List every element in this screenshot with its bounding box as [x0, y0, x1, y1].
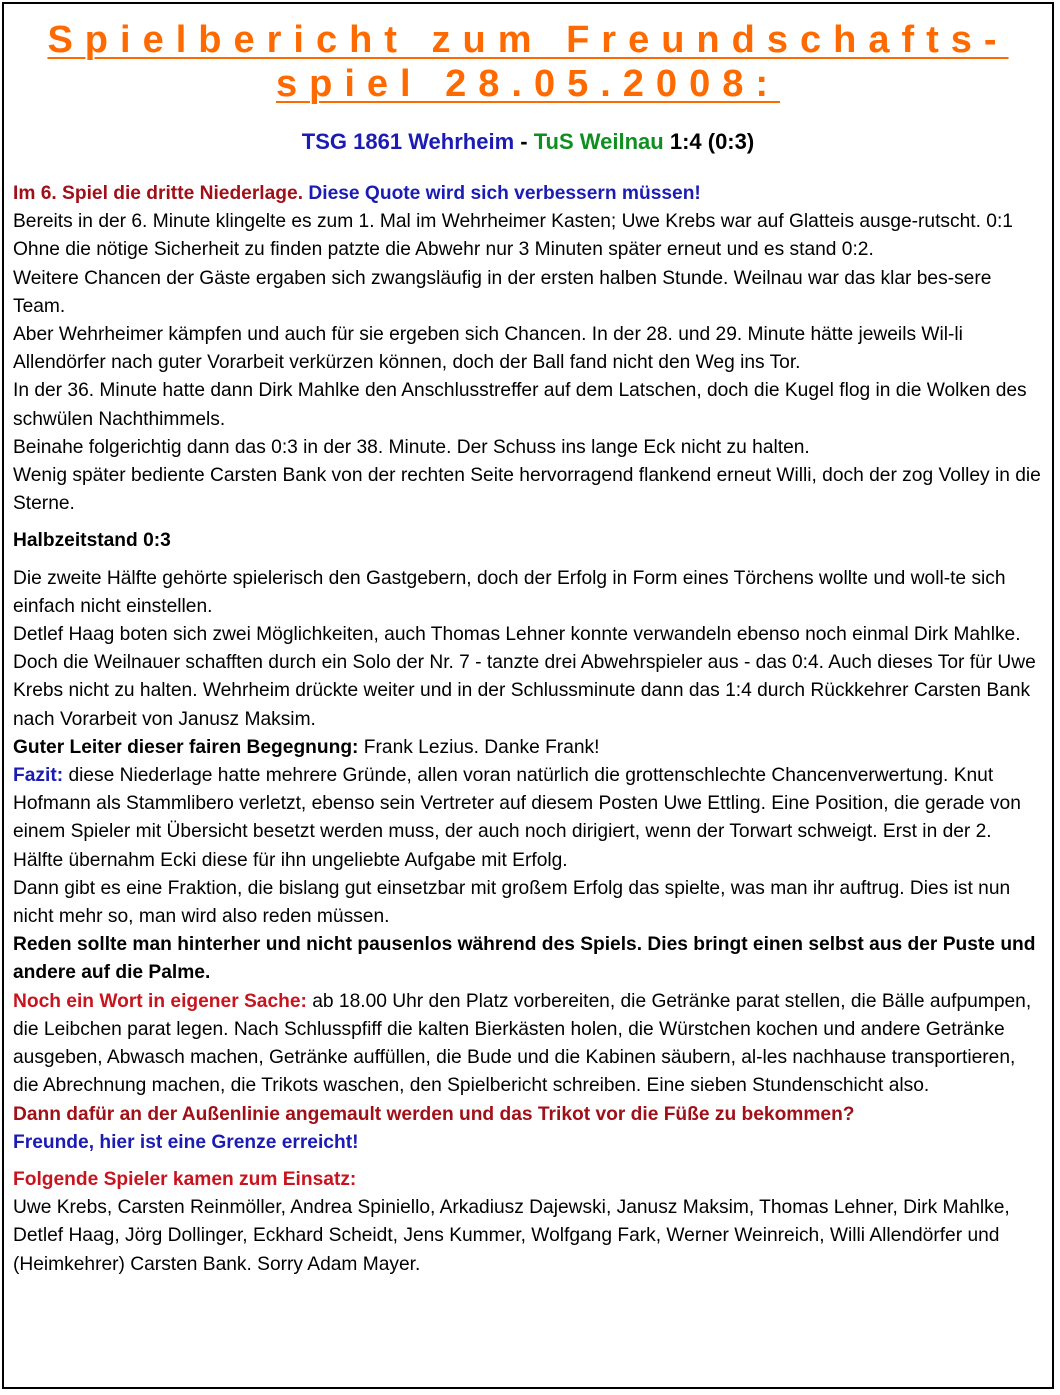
second-half-paragraph: Doch die Weilnauer schafften durch ein Solo der Nr. 7 - tanzte drei Abwehrspieler aus - das 0:4. Auch dieses Tor für Uwe Krebs nicht zu halten. Wehrheim drückte weiter und in der Schlussminute dann das 1:4 durch Rückkehrer Carsten Bank nach Vorarbeit von Janusz Maksim. [13, 652, 1036, 730]
complaint-red: Dann dafür an der Außenlinie angemault werden und das Trikot vor die Füße zu bekommen? [13, 1103, 855, 1125]
second-half-paragraph: Detlef Haag boten sich zwei Möglichkeiten, auch Thomas Lehner konnte verwandeln ebenso noch einmal Dirk Mahlke. [13, 624, 1021, 646]
fraktion-paragraph: Dann gibt es eine Fraktion, die bislang gut einsetzbar mit großem Erfolg das spielte, was man ihr auftrug. Dies ist nun nicht mehr so, man wird also reden müssen. [13, 877, 1011, 928]
players-list: Uwe Krebs, Carsten Reinmöller, Andrea Spiniello, Arkadiusz Dajewski, Janusz Maksim, Thomas Lehner, Dirk Mahlke, Detlef Haag, Jörg Dollinger, Eckhard Scheidt, Jens Kummer, Wolfgang Fark, Werner Weinreich, Willi Allendörfer und (Heimkehrer) Carsten Bank. Sorry Adam Mayer. [13, 1197, 1010, 1275]
eigene-sache-paragraph [13, 988, 1046, 1101]
fazit-label: Fazit: [13, 765, 64, 787]
first-half-paragraph: Beinahe folgerichtig dann das 0:3 in der 38. Minute. Der Schuss ins lange Eck nicht zu halten. [13, 436, 810, 458]
complaint-blue: Freunde, hier ist eine Grenze erreicht! [13, 1131, 359, 1153]
fazit-text: diese Niederlage hatte mehrere Gründe, allen voran natürlich die grottenschlechte Chancenverwertung. Knut Hofmann als Stammlibero verletzt, ebenso sein Vertreter auf diesem Posten Uwe Ettling. Eine Position, die gerade von einem Spieler mit Übersicht besetzt werden muss, der auch noch dirigiert, wenn der Torwart schweigt. Erst in der 2. Hälfte übernahm Ecki diese für ihn ungeliebte Aufgabe mit Erfolg. [13, 765, 1021, 871]
eigene-sache-label: Noch ein Wort in eigener Sache: [13, 990, 307, 1012]
first-half-paragraph: Weitere Chancen der Gäste ergaben sich zwangsläufig in der ersten halben Stunde. Weilnau war das klar bes-sere Team. [13, 267, 992, 317]
report-body [13, 180, 1046, 1279]
fazit-paragraph [13, 762, 1046, 875]
intro-headline [13, 180, 1046, 208]
intro-headline-red: Im 6. Spiel die dritte Niederlage. [13, 183, 304, 204]
report-page [2, 2, 1054, 1389]
final-score: 1:4 (0:3) [669, 129, 755, 154]
home-team: TSG 1861 Wehrheim [301, 129, 515, 154]
intro-headline-blue: Diese Quote wird sich verbessern müssen! [308, 183, 701, 204]
reden-paragraph: Reden sollte man hinterher und nicht pausenlos während des Spiels. Dies bringt einen selbst aus der Puste und andere auf die Palme. [13, 934, 1036, 984]
halftime-score: Halbzeitstand 0:3 [13, 530, 171, 552]
players-label: Folgende Spieler kamen zum Einsatz: [13, 1168, 357, 1190]
first-half-paragraph: Ohne die nötige Sicherheit zu finden patzte die Abwehr nur 3 Minuten später erneut und es stand 0:2. [13, 239, 874, 261]
team-separator: - [520, 129, 528, 154]
first-half-paragraph: Wenig später bediente Carsten Bank von der rechten Seite hervorragend flankend erneut Willi, doch der zog Volley in die Sterne. [13, 465, 1041, 515]
title-line-2: spiel 28.05.2008: [276, 63, 780, 105]
first-half-paragraph: Aber Wehrheimer kämpfen und auch für sie ergeben sich Chancen. In der 28. und 29. Minute hätte jeweils Wil-li Allendörfer nach guter Vorarbeit verkürzen können, doch der Ball fand nicht den Weg ins Tor. [13, 324, 963, 374]
report-title [4, 18, 1052, 106]
away-team: TuS Weilnau [533, 129, 664, 154]
first-half-paragraph: In der 36. Minute hatte dann Dirk Mahlke den Anschlusstreffer auf dem Latschen, doch die Kugel flog in die Wolken des schwülen Nachthimmels. [13, 380, 1027, 430]
referee-label: Guter Leiter dieser fairen Begegnung: [13, 736, 359, 758]
second-half-paragraph: Die zweite Hälfte gehörte spielerisch den Gastgebern, doch der Erfolg in Form eines Törchens wollte und woll-te sich einfach nicht einstellen. [13, 567, 1006, 617]
referee-text: Frank Lezius. Danke Frank! [358, 736, 600, 758]
first-half-paragraph: Bereits in der 6. Minute klingelte es zum 1. Mal im Wehrheimer Kasten; Uwe Krebs war auf Glatteis ausge-rutscht. 0:1 [13, 211, 1013, 233]
title-line-1: Spielbericht zum Freundschafts- [47, 19, 1009, 61]
eigene-sache-text: ab 18.00 Uhr den Platz vorbereiten, die Getränke parat stellen, die Bälle aufpumpen, die Leibchen parat legen. Nach Schlusspfiff die kalten Bierkästen holen, die Würstchen kochen und andere Getränke ausgeben, Abwasch machen, Getränke auffüllen, die Bude und die Kabinen säubern, al-les nachhause transportieren, die Abrechnung machen, die Trikots waschen, den Spielbericht schreiben. Eine sieben Stundenschicht also. [13, 990, 1032, 1097]
referee-paragraph [13, 734, 1046, 762]
match-result [4, 128, 1052, 156]
